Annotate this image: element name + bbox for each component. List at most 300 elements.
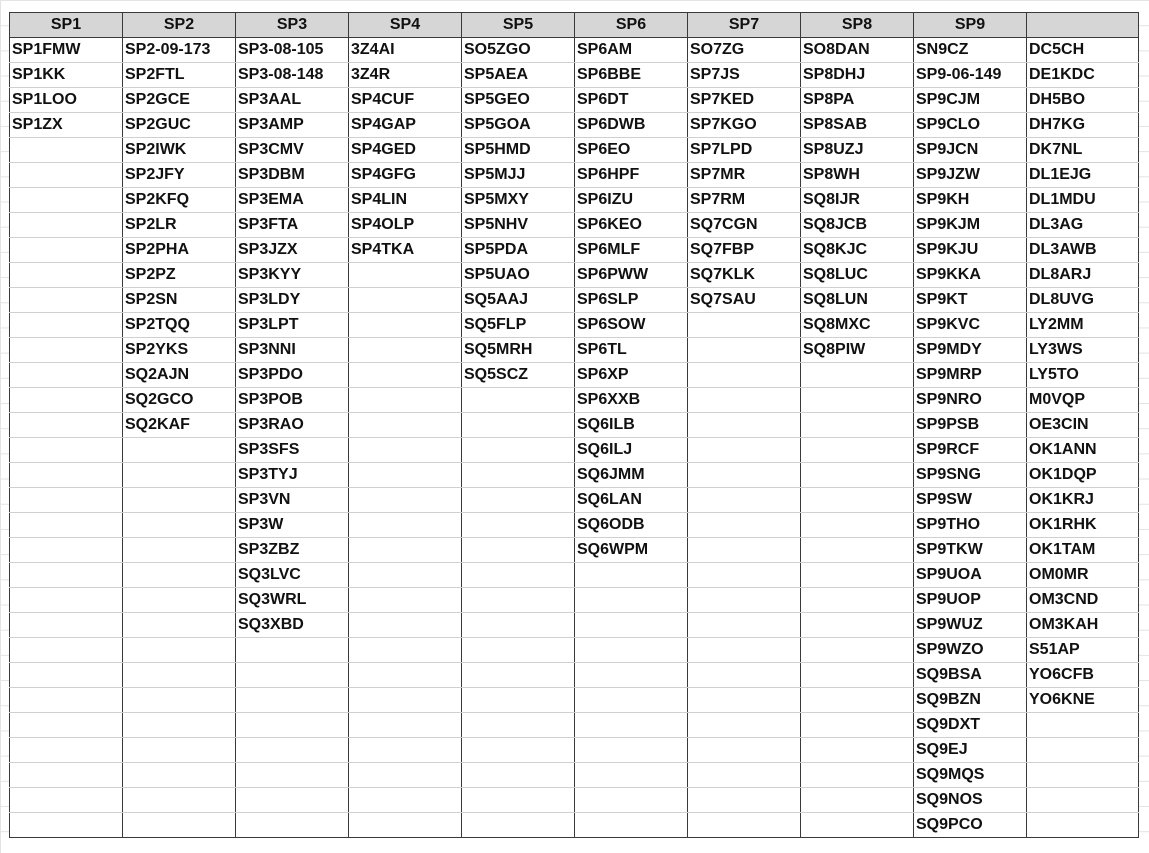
callsign-cell[interactable]: SQ8IJR	[801, 188, 914, 213]
callsign-cell[interactable]: SP9PSB	[914, 413, 1027, 438]
callsign-cell[interactable]: SP2GCE	[123, 88, 236, 113]
callsign-cell[interactable]: SP9TKW	[914, 538, 1027, 563]
empty-cell[interactable]	[123, 588, 236, 613]
callsign-cell[interactable]: SQ3XBD	[236, 613, 349, 638]
callsign-cell[interactable]: DL8UVG	[1027, 288, 1139, 313]
callsign-cell[interactable]: SQ2AJN	[123, 363, 236, 388]
callsign-cell[interactable]: SP3PDO	[236, 363, 349, 388]
empty-cell[interactable]	[349, 288, 462, 313]
column-header-sp1[interactable]: SP1	[10, 13, 123, 38]
callsign-cell[interactable]: SP2GUC	[123, 113, 236, 138]
callsign-cell[interactable]: SQ8LUC	[801, 263, 914, 288]
empty-cell[interactable]	[236, 688, 349, 713]
empty-cell[interactable]	[801, 488, 914, 513]
callsign-cell[interactable]: SP3-08-148	[236, 63, 349, 88]
empty-cell[interactable]	[801, 788, 914, 813]
empty-cell[interactable]	[688, 588, 801, 613]
callsign-cell[interactable]: SQ8LUN	[801, 288, 914, 313]
empty-cell[interactable]	[575, 813, 688, 838]
empty-cell[interactable]	[10, 813, 123, 838]
callsign-cell[interactable]: SP5HMD	[462, 138, 575, 163]
empty-cell[interactable]	[10, 663, 123, 688]
callsign-cell[interactable]: SP8SAB	[801, 113, 914, 138]
callsign-cell[interactable]: DL3AG	[1027, 213, 1139, 238]
empty-cell[interactable]	[123, 813, 236, 838]
empty-cell[interactable]	[123, 538, 236, 563]
empty-cell[interactable]	[349, 713, 462, 738]
callsign-cell[interactable]: SQ2KAF	[123, 413, 236, 438]
callsign-cell[interactable]: SP5MXY	[462, 188, 575, 213]
empty-cell[interactable]	[462, 413, 575, 438]
empty-cell[interactable]	[801, 513, 914, 538]
empty-cell[interactable]	[236, 638, 349, 663]
callsign-cell[interactable]: SQ8KJC	[801, 238, 914, 263]
callsign-cell[interactable]: OK1DQP	[1027, 463, 1139, 488]
empty-cell[interactable]	[575, 763, 688, 788]
empty-cell[interactable]	[349, 788, 462, 813]
callsign-cell[interactable]: SP2PHA	[123, 238, 236, 263]
empty-cell[interactable]	[349, 263, 462, 288]
empty-cell[interactable]	[10, 563, 123, 588]
callsign-cell[interactable]: SP6MLF	[575, 238, 688, 263]
callsign-cell[interactable]: SP7MR	[688, 163, 801, 188]
callsign-cell[interactable]: SQ8JCB	[801, 213, 914, 238]
empty-cell[interactable]	[10, 138, 123, 163]
empty-cell[interactable]	[10, 538, 123, 563]
empty-cell[interactable]	[688, 713, 801, 738]
callsign-cell[interactable]: SP3CMV	[236, 138, 349, 163]
callsign-cell[interactable]: SP5GOA	[462, 113, 575, 138]
empty-cell[interactable]	[10, 313, 123, 338]
callsign-cell[interactable]: SQ9NOS	[914, 788, 1027, 813]
callsign-cell[interactable]: SP3TYJ	[236, 463, 349, 488]
callsign-cell[interactable]: SQ5FLP	[462, 313, 575, 338]
empty-cell[interactable]	[10, 713, 123, 738]
callsign-cell[interactable]: SP2FTL	[123, 63, 236, 88]
callsign-cell[interactable]: SQ7FBP	[688, 238, 801, 263]
callsign-cell[interactable]: LY3WS	[1027, 338, 1139, 363]
empty-cell[interactable]	[462, 638, 575, 663]
callsign-cell[interactable]: SP9UOA	[914, 563, 1027, 588]
empty-cell[interactable]	[349, 438, 462, 463]
empty-cell[interactable]	[462, 388, 575, 413]
empty-cell[interactable]	[10, 613, 123, 638]
callsign-cell[interactable]: SP6TL	[575, 338, 688, 363]
empty-cell[interactable]	[349, 813, 462, 838]
callsign-cell[interactable]: SP5PDA	[462, 238, 575, 263]
callsign-cell[interactable]: LY5TO	[1027, 363, 1139, 388]
callsign-cell[interactable]: OK1ANN	[1027, 438, 1139, 463]
empty-cell[interactable]	[462, 463, 575, 488]
empty-cell[interactable]	[575, 713, 688, 738]
callsign-cell[interactable]: SP9CJM	[914, 88, 1027, 113]
callsign-cell[interactable]: SP8UZJ	[801, 138, 914, 163]
callsign-cell[interactable]: SP3W	[236, 513, 349, 538]
callsign-cell[interactable]: SP4GAP	[349, 113, 462, 138]
empty-cell[interactable]	[688, 413, 801, 438]
callsign-cell[interactable]: OK1RHK	[1027, 513, 1139, 538]
empty-cell[interactable]	[462, 588, 575, 613]
callsign-cell[interactable]: SQ9MQS	[914, 763, 1027, 788]
empty-cell[interactable]	[349, 538, 462, 563]
callsign-cell[interactable]: SP3EMA	[236, 188, 349, 213]
callsign-cell[interactable]: SP6SLP	[575, 288, 688, 313]
column-header-sp4[interactable]: SP4	[349, 13, 462, 38]
empty-cell[interactable]	[10, 288, 123, 313]
empty-cell[interactable]	[10, 488, 123, 513]
column-header-sp9[interactable]: SP9	[914, 13, 1027, 38]
callsign-cell[interactable]: SP3LDY	[236, 288, 349, 313]
empty-cell[interactable]	[236, 663, 349, 688]
callsign-cell[interactable]: SP3AMP	[236, 113, 349, 138]
callsign-cell[interactable]: SP4LIN	[349, 188, 462, 213]
empty-cell[interactable]	[1027, 763, 1139, 788]
empty-cell[interactable]	[688, 563, 801, 588]
empty-cell[interactable]	[10, 388, 123, 413]
callsign-cell[interactable]: SP4GED	[349, 138, 462, 163]
empty-cell[interactable]	[688, 313, 801, 338]
empty-cell[interactable]	[10, 438, 123, 463]
empty-cell[interactable]	[10, 738, 123, 763]
callsign-cell[interactable]: SP2YKS	[123, 338, 236, 363]
callsign-cell[interactable]: SP3VN	[236, 488, 349, 513]
empty-cell[interactable]	[123, 563, 236, 588]
empty-cell[interactable]	[688, 438, 801, 463]
empty-cell[interactable]	[123, 613, 236, 638]
callsign-cell[interactable]: SQ9BZN	[914, 688, 1027, 713]
empty-cell[interactable]	[575, 688, 688, 713]
callsign-cell[interactable]: SP9NRO	[914, 388, 1027, 413]
empty-cell[interactable]	[462, 438, 575, 463]
empty-cell[interactable]	[462, 763, 575, 788]
empty-cell[interactable]	[801, 538, 914, 563]
empty-cell[interactable]	[10, 238, 123, 263]
empty-cell[interactable]	[10, 213, 123, 238]
empty-cell[interactable]	[123, 488, 236, 513]
empty-cell[interactable]	[349, 613, 462, 638]
empty-cell[interactable]	[575, 588, 688, 613]
empty-cell[interactable]	[575, 638, 688, 663]
callsign-cell[interactable]: SP9-06-149	[914, 63, 1027, 88]
callsign-cell[interactable]: DE1KDC	[1027, 63, 1139, 88]
callsign-cell[interactable]: SP3KYY	[236, 263, 349, 288]
callsign-cell[interactable]: SP3RAO	[236, 413, 349, 438]
callsign-cell[interactable]: SP9KH	[914, 188, 1027, 213]
empty-cell[interactable]	[10, 263, 123, 288]
empty-cell[interactable]	[123, 738, 236, 763]
empty-cell[interactable]	[10, 788, 123, 813]
callsign-cell[interactable]: SQ6ILJ	[575, 438, 688, 463]
callsign-cell[interactable]: SQ6JMM	[575, 463, 688, 488]
callsign-cell[interactable]: SP6HPF	[575, 163, 688, 188]
callsign-cell[interactable]: SP2-09-173	[123, 38, 236, 63]
empty-cell[interactable]	[688, 338, 801, 363]
callsign-cell[interactable]: SP3FTA	[236, 213, 349, 238]
callsign-cell[interactable]: SP6DWB	[575, 113, 688, 138]
empty-cell[interactable]	[462, 813, 575, 838]
callsign-cell[interactable]: SP3POB	[236, 388, 349, 413]
callsign-cell[interactable]: OE3CIN	[1027, 413, 1139, 438]
callsign-cell[interactable]: SP2IWK	[123, 138, 236, 163]
callsign-cell[interactable]: SQ5AAJ	[462, 288, 575, 313]
callsign-cell[interactable]: SP5UAO	[462, 263, 575, 288]
column-header-sp7[interactable]: SP7	[688, 13, 801, 38]
callsign-cell[interactable]: SP8PA	[801, 88, 914, 113]
empty-cell[interactable]	[462, 663, 575, 688]
empty-cell[interactable]	[10, 338, 123, 363]
callsign-cell[interactable]: DC5CH	[1027, 38, 1139, 63]
callsign-cell[interactable]: OK1KRJ	[1027, 488, 1139, 513]
callsign-cell[interactable]: SP9MRP	[914, 363, 1027, 388]
callsign-cell[interactable]: SP9RCF	[914, 438, 1027, 463]
callsign-cell[interactable]: SQ5MRH	[462, 338, 575, 363]
empty-cell[interactable]	[236, 713, 349, 738]
callsign-cell[interactable]: SP5AEA	[462, 63, 575, 88]
empty-cell[interactable]	[349, 588, 462, 613]
callsign-cell[interactable]: 3Z4AI	[349, 38, 462, 63]
empty-cell[interactable]	[801, 713, 914, 738]
empty-cell[interactable]	[123, 638, 236, 663]
callsign-cell[interactable]: SP4GFG	[349, 163, 462, 188]
callsign-cell[interactable]: SO7ZG	[688, 38, 801, 63]
empty-cell[interactable]	[801, 463, 914, 488]
callsign-cell[interactable]: SP4TKA	[349, 238, 462, 263]
empty-cell[interactable]	[575, 563, 688, 588]
column-header-sp3[interactable]: SP3	[236, 13, 349, 38]
empty-cell[interactable]	[1027, 788, 1139, 813]
empty-cell[interactable]	[349, 663, 462, 688]
callsign-cell[interactable]: SQ7SAU	[688, 288, 801, 313]
callsign-cell[interactable]: SQ7KLK	[688, 263, 801, 288]
callsign-cell[interactable]: SQ6WPM	[575, 538, 688, 563]
empty-cell[interactable]	[349, 513, 462, 538]
callsign-cell[interactable]: SP7KED	[688, 88, 801, 113]
empty-cell[interactable]	[10, 188, 123, 213]
callsign-cell[interactable]: SQ7CGN	[688, 213, 801, 238]
callsign-cell[interactable]: SP2JFY	[123, 163, 236, 188]
empty-cell[interactable]	[462, 538, 575, 563]
empty-cell[interactable]	[462, 513, 575, 538]
column-header-sp5[interactable]: SP5	[462, 13, 575, 38]
callsign-cell[interactable]: SP9KT	[914, 288, 1027, 313]
callsign-cell[interactable]: SP2KFQ	[123, 188, 236, 213]
callsign-cell[interactable]: SQ6LAN	[575, 488, 688, 513]
empty-cell[interactable]	[10, 163, 123, 188]
callsign-cell[interactable]: SP1LOO	[10, 88, 123, 113]
empty-cell[interactable]	[123, 713, 236, 738]
empty-cell[interactable]	[10, 463, 123, 488]
column-header-other[interactable]	[1027, 13, 1139, 38]
callsign-cell[interactable]: SP6XP	[575, 363, 688, 388]
empty-cell[interactable]	[236, 763, 349, 788]
callsign-cell[interactable]: SP9SNG	[914, 463, 1027, 488]
empty-cell[interactable]	[688, 813, 801, 838]
empty-cell[interactable]	[349, 763, 462, 788]
callsign-cell[interactable]: SP2SN	[123, 288, 236, 313]
callsign-cell[interactable]: SP6DT	[575, 88, 688, 113]
callsign-cell[interactable]: SP6IZU	[575, 188, 688, 213]
empty-cell[interactable]	[688, 388, 801, 413]
empty-cell[interactable]	[349, 363, 462, 388]
empty-cell[interactable]	[349, 338, 462, 363]
empty-cell[interactable]	[688, 663, 801, 688]
empty-cell[interactable]	[1027, 813, 1139, 838]
empty-cell[interactable]	[462, 613, 575, 638]
callsign-cell[interactable]: OM3KAH	[1027, 613, 1139, 638]
callsign-cell[interactable]: OM3CND	[1027, 588, 1139, 613]
callsign-cell[interactable]: SP9KJU	[914, 238, 1027, 263]
callsign-cell[interactable]: SP4CUF	[349, 88, 462, 113]
column-header-sp6[interactable]: SP6	[575, 13, 688, 38]
callsign-cell[interactable]: YO6KNE	[1027, 688, 1139, 713]
callsign-cell[interactable]: SP6KEO	[575, 213, 688, 238]
callsign-cell[interactable]: SP7LPD	[688, 138, 801, 163]
callsign-cell[interactable]: SP5GEO	[462, 88, 575, 113]
empty-cell[interactable]	[688, 538, 801, 563]
empty-cell[interactable]	[688, 463, 801, 488]
callsign-cell[interactable]: SP2TQQ	[123, 313, 236, 338]
empty-cell[interactable]	[801, 588, 914, 613]
callsign-cell[interactable]: SP9UOP	[914, 588, 1027, 613]
callsign-cell[interactable]: SP8WH	[801, 163, 914, 188]
empty-cell[interactable]	[349, 388, 462, 413]
callsign-cell[interactable]: SP3AAL	[236, 88, 349, 113]
callsign-cell[interactable]: SP8DHJ	[801, 63, 914, 88]
empty-cell[interactable]	[801, 763, 914, 788]
callsign-cell[interactable]: SQ9BSA	[914, 663, 1027, 688]
empty-cell[interactable]	[575, 788, 688, 813]
empty-cell[interactable]	[10, 363, 123, 388]
callsign-cell[interactable]: SP4OLP	[349, 213, 462, 238]
empty-cell[interactable]	[1027, 738, 1139, 763]
callsign-cell[interactable]: SQ5SCZ	[462, 363, 575, 388]
empty-cell[interactable]	[801, 413, 914, 438]
callsign-cell[interactable]: DH7KG	[1027, 113, 1139, 138]
callsign-cell[interactable]: SP9THO	[914, 513, 1027, 538]
callsign-cell[interactable]: SP9MDY	[914, 338, 1027, 363]
callsign-cell[interactable]: SP6SOW	[575, 313, 688, 338]
empty-cell[interactable]	[123, 763, 236, 788]
callsign-cell[interactable]: SP6XXB	[575, 388, 688, 413]
callsign-cell[interactable]: SP9KVC	[914, 313, 1027, 338]
callsign-cell[interactable]: SP9WUZ	[914, 613, 1027, 638]
empty-cell[interactable]	[688, 788, 801, 813]
callsign-cell[interactable]: SQ3LVC	[236, 563, 349, 588]
callsign-cell[interactable]: SP6PWW	[575, 263, 688, 288]
empty-cell[interactable]	[688, 688, 801, 713]
callsign-cell[interactable]: SQ6ODB	[575, 513, 688, 538]
callsign-cell[interactable]: OK1TAM	[1027, 538, 1139, 563]
callsign-cell[interactable]: SO8DAN	[801, 38, 914, 63]
empty-cell[interactable]	[575, 613, 688, 638]
empty-cell[interactable]	[123, 438, 236, 463]
callsign-cell[interactable]: SQ9EJ	[914, 738, 1027, 763]
empty-cell[interactable]	[801, 563, 914, 588]
callsign-cell[interactable]: M0VQP	[1027, 388, 1139, 413]
callsign-cell[interactable]: DL3AWB	[1027, 238, 1139, 263]
empty-cell[interactable]	[688, 613, 801, 638]
empty-cell[interactable]	[349, 688, 462, 713]
callsign-cell[interactable]: SQ9PCO	[914, 813, 1027, 838]
callsign-cell[interactable]: SP7KGO	[688, 113, 801, 138]
callsign-cell[interactable]: SP1FMW	[10, 38, 123, 63]
callsign-cell[interactable]: SO5ZGO	[462, 38, 575, 63]
callsign-cell[interactable]: SP2LR	[123, 213, 236, 238]
empty-cell[interactable]	[801, 438, 914, 463]
callsign-cell[interactable]: SP3LPT	[236, 313, 349, 338]
empty-cell[interactable]	[688, 363, 801, 388]
empty-cell[interactable]	[688, 488, 801, 513]
callsign-cell[interactable]: SP3-08-105	[236, 38, 349, 63]
callsign-cell[interactable]: SP9KKA	[914, 263, 1027, 288]
empty-cell[interactable]	[236, 738, 349, 763]
callsign-cell[interactable]: SP7RM	[688, 188, 801, 213]
callsign-cell[interactable]: SP9WZO	[914, 638, 1027, 663]
callsign-cell[interactable]: SP5MJJ	[462, 163, 575, 188]
empty-cell[interactable]	[349, 563, 462, 588]
empty-cell[interactable]	[349, 488, 462, 513]
empty-cell[interactable]	[801, 813, 914, 838]
empty-cell[interactable]	[10, 763, 123, 788]
callsign-cell[interactable]: SP9KJM	[914, 213, 1027, 238]
callsign-cell[interactable]: DL1MDU	[1027, 188, 1139, 213]
empty-cell[interactable]	[801, 613, 914, 638]
empty-cell[interactable]	[688, 738, 801, 763]
empty-cell[interactable]	[462, 688, 575, 713]
empty-cell[interactable]	[462, 788, 575, 813]
empty-cell[interactable]	[123, 788, 236, 813]
callsign-cell[interactable]: SP3JZX	[236, 238, 349, 263]
empty-cell[interactable]	[123, 688, 236, 713]
empty-cell[interactable]	[801, 638, 914, 663]
empty-cell[interactable]	[349, 313, 462, 338]
callsign-cell[interactable]: SP9CLO	[914, 113, 1027, 138]
empty-cell[interactable]	[236, 813, 349, 838]
callsign-cell[interactable]: SQ8PIW	[801, 338, 914, 363]
callsign-cell[interactable]: SP2PZ	[123, 263, 236, 288]
empty-cell[interactable]	[688, 513, 801, 538]
column-header-sp2[interactable]: SP2	[123, 13, 236, 38]
empty-cell[interactable]	[10, 413, 123, 438]
empty-cell[interactable]	[349, 738, 462, 763]
column-header-sp8[interactable]: SP8	[801, 13, 914, 38]
callsign-cell[interactable]: SP9JZW	[914, 163, 1027, 188]
empty-cell[interactable]	[688, 638, 801, 663]
callsign-cell[interactable]: SP7JS	[688, 63, 801, 88]
callsign-cell[interactable]: DK7NL	[1027, 138, 1139, 163]
callsign-cell[interactable]: OM0MR	[1027, 563, 1139, 588]
empty-cell[interactable]	[123, 513, 236, 538]
empty-cell[interactable]	[462, 563, 575, 588]
empty-cell[interactable]	[688, 763, 801, 788]
callsign-cell[interactable]: DL1EJG	[1027, 163, 1139, 188]
empty-cell[interactable]	[801, 738, 914, 763]
callsign-cell[interactable]: SP5NHV	[462, 213, 575, 238]
empty-cell[interactable]	[10, 688, 123, 713]
empty-cell[interactable]	[462, 488, 575, 513]
callsign-cell[interactable]: YO6CFB	[1027, 663, 1139, 688]
callsign-cell[interactable]: 3Z4R	[349, 63, 462, 88]
callsign-cell[interactable]: SP9SW	[914, 488, 1027, 513]
callsign-cell[interactable]: SP3SFS	[236, 438, 349, 463]
callsign-cell[interactable]: SP6EO	[575, 138, 688, 163]
empty-cell[interactable]	[10, 588, 123, 613]
empty-cell[interactable]	[10, 513, 123, 538]
empty-cell[interactable]	[349, 463, 462, 488]
callsign-cell[interactable]: DL8ARJ	[1027, 263, 1139, 288]
callsign-cell[interactable]: SP6BBE	[575, 63, 688, 88]
empty-cell[interactable]	[801, 363, 914, 388]
